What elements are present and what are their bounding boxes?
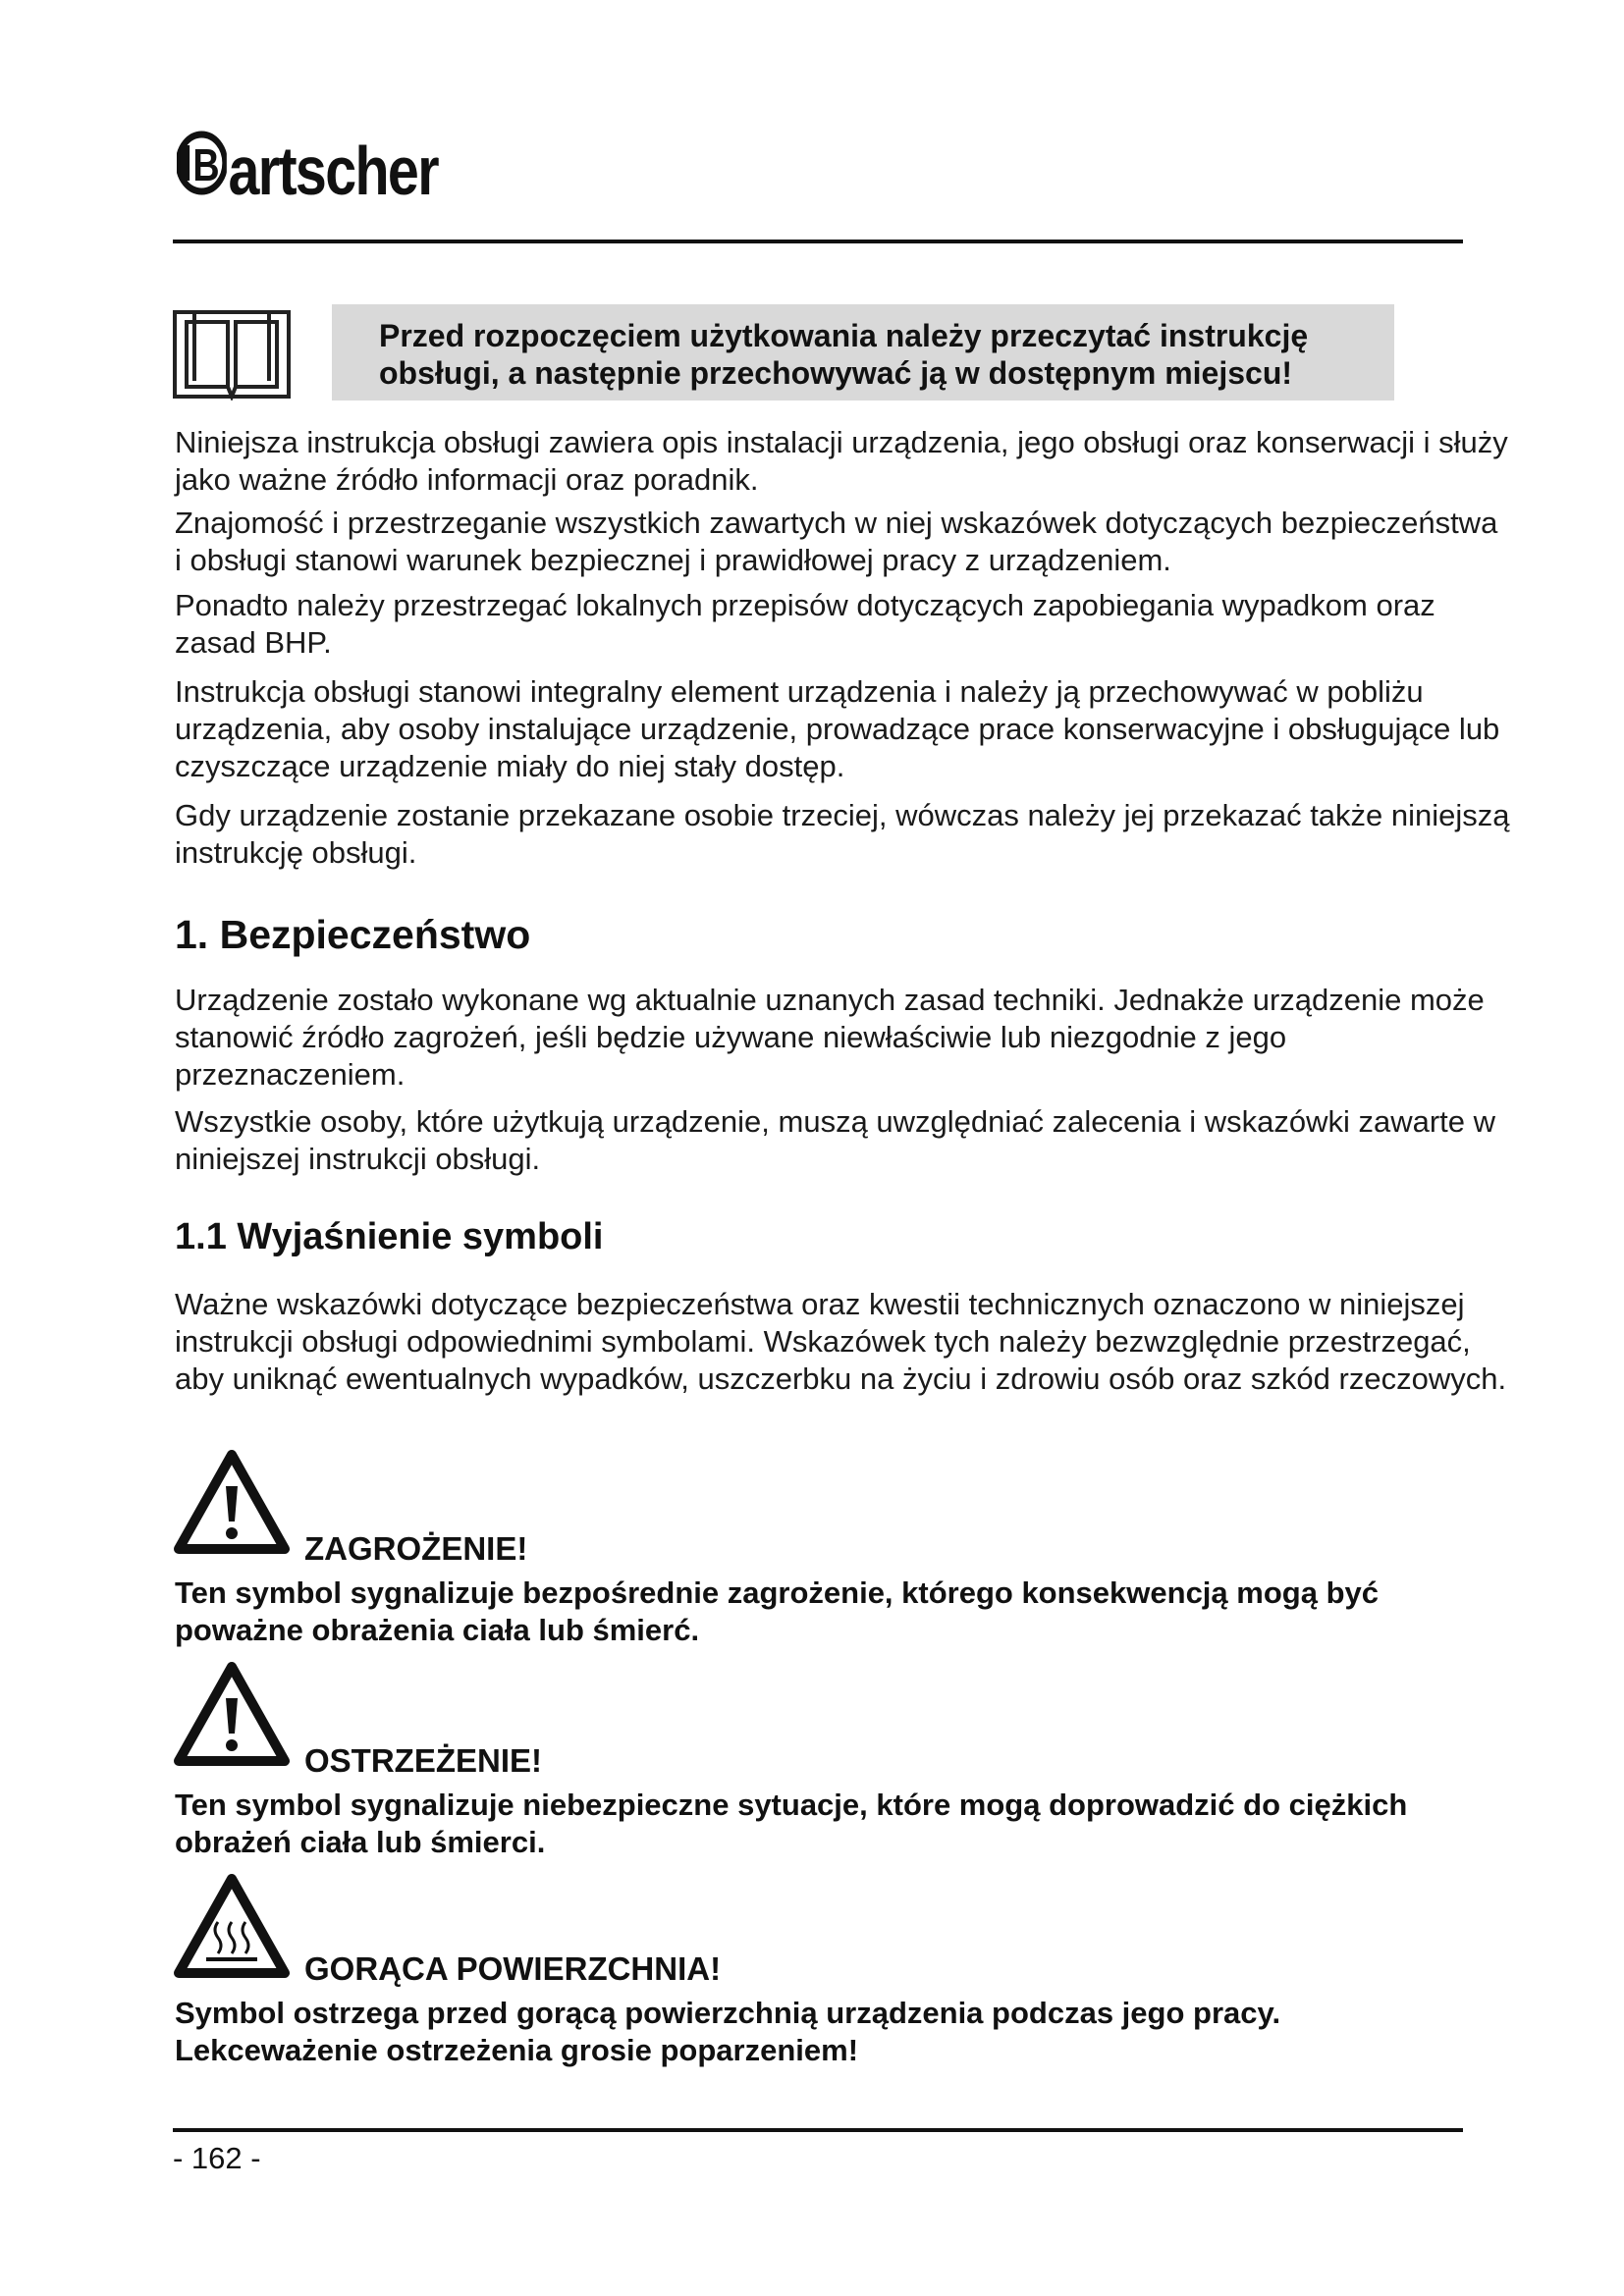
section-heading-safety: 1. Bezpieczeństwo	[175, 912, 531, 957]
danger-description: Ten symbol sygnalizuje bezpośrednie zagrożenie, którego konsekwencją mogą być poważne obrażenia ciała lub śmierć.	[175, 1575, 1379, 1647]
header-divider	[173, 240, 1463, 243]
safety-paragraph: Urządzenie zostało wykonane wg aktualnie uznanych zasad techniki. Jednakże urządzenie może stanowić źródło zagrożeń, jeśli będzie używane niewłaściwie lub niezgodnie z jego przeznaczeniem.	[175, 983, 1485, 1092]
hot-surface-title: GORĄCA POWIERZCHNIA!	[304, 1950, 722, 1987]
danger-title: ZAGROŻENIE!	[304, 1530, 528, 1567]
hot-surface-warning-icon	[173, 1873, 291, 1981]
brand-logo	[177, 126, 438, 209]
caution-description: Ten symbol sygnalizuje niebezpieczne sytuacje, które mogą doprowadzić do ciężkich obrażeń ciała lub śmierci.	[175, 1788, 1408, 1859]
brand-initial: B	[192, 139, 218, 190]
safety-paragraph: Wszystkie osoby, które użytkują urządzenie, muszą uwzględniać zalecenia i wskazówki zawarte w niniejszej instrukcji obsługi.	[175, 1104, 1496, 1176]
caution-warning-icon	[173, 1661, 291, 1769]
danger-warning-icon	[173, 1449, 291, 1557]
intro-paragraph: Niniejsza instrukcja obsługi zawiera opis instalacji urządzenia, jego obsługi oraz konserwacji i służy jako ważne źródło informacji oraz poradnik.	[175, 425, 1508, 497]
page-number: - 162 -	[173, 2141, 261, 2175]
intro-paragraph: Instrukcja obsługi stanowi integralny element urządzenia i należy ją przechowywać w pobliżu urządzenia, aby osoby instalujące urządzenie, prowadzące prace konserwacyjne i obsługujące lub czyszczące urządzenie miały do niej stały dostęp.	[175, 674, 1500, 783]
caution-title: OSTRZEŻENIE!	[304, 1742, 543, 1779]
notice-line-2: obsługi, a następnie przechowywać ją w dostępnym miejscu!	[379, 355, 1293, 391]
intro-paragraph: Ponadto należy przestrzegać lokalnych przepisów dotyczących zapobiegania wypadkom oraz zasad BHP.	[175, 588, 1435, 660]
hot-surface-description: Symbol ostrzega przed gorącą powierzchnią urządzenia podczas jego pracy. Lekceważenie ostrzeżenia grosie poparzeniem!	[175, 1996, 1281, 2067]
intro-paragraph: Gdy urządzenie zostanie przekazane osobie trzeciej, wówczas należy jej przekazać także niniejszą instrukcję obsługi.	[175, 798, 1510, 870]
book-icon	[173, 302, 291, 400]
footer-divider	[173, 2128, 1463, 2132]
symbols-paragraph: Ważne wskazówki dotyczące bezpieczeństwa oraz kwestii technicznych oznaczono w niniejszej instrukcji obsługi odpowiednimi symbolami. Wskazówek tych należy bezwzględnie przestrzegać, aby uniknąć ewentualnych wypadków, uszczerbku na życiu i zdrowiu osób oraz szkód rzeczowych.	[175, 1287, 1507, 1396]
read-manual-notice	[332, 304, 1394, 400]
notice-line-1: Przed rozpoczęciem użytkowania należy przeczytać instrukcję	[379, 318, 1309, 353]
section-heading-symbols: 1.1 Wyjaśnienie symboli	[175, 1216, 604, 1257]
intro-paragraph: Znajomość i przestrzeganie wszystkich zawartych w niej wskazówek dotyczących bezpieczeństwa i obsługi stanowi warunek bezpiecznej i prawidłowej pracy z urządzeniem.	[175, 506, 1498, 577]
brand-name: artscher	[228, 133, 438, 209]
brand-logo-mark-icon	[177, 126, 227, 200]
